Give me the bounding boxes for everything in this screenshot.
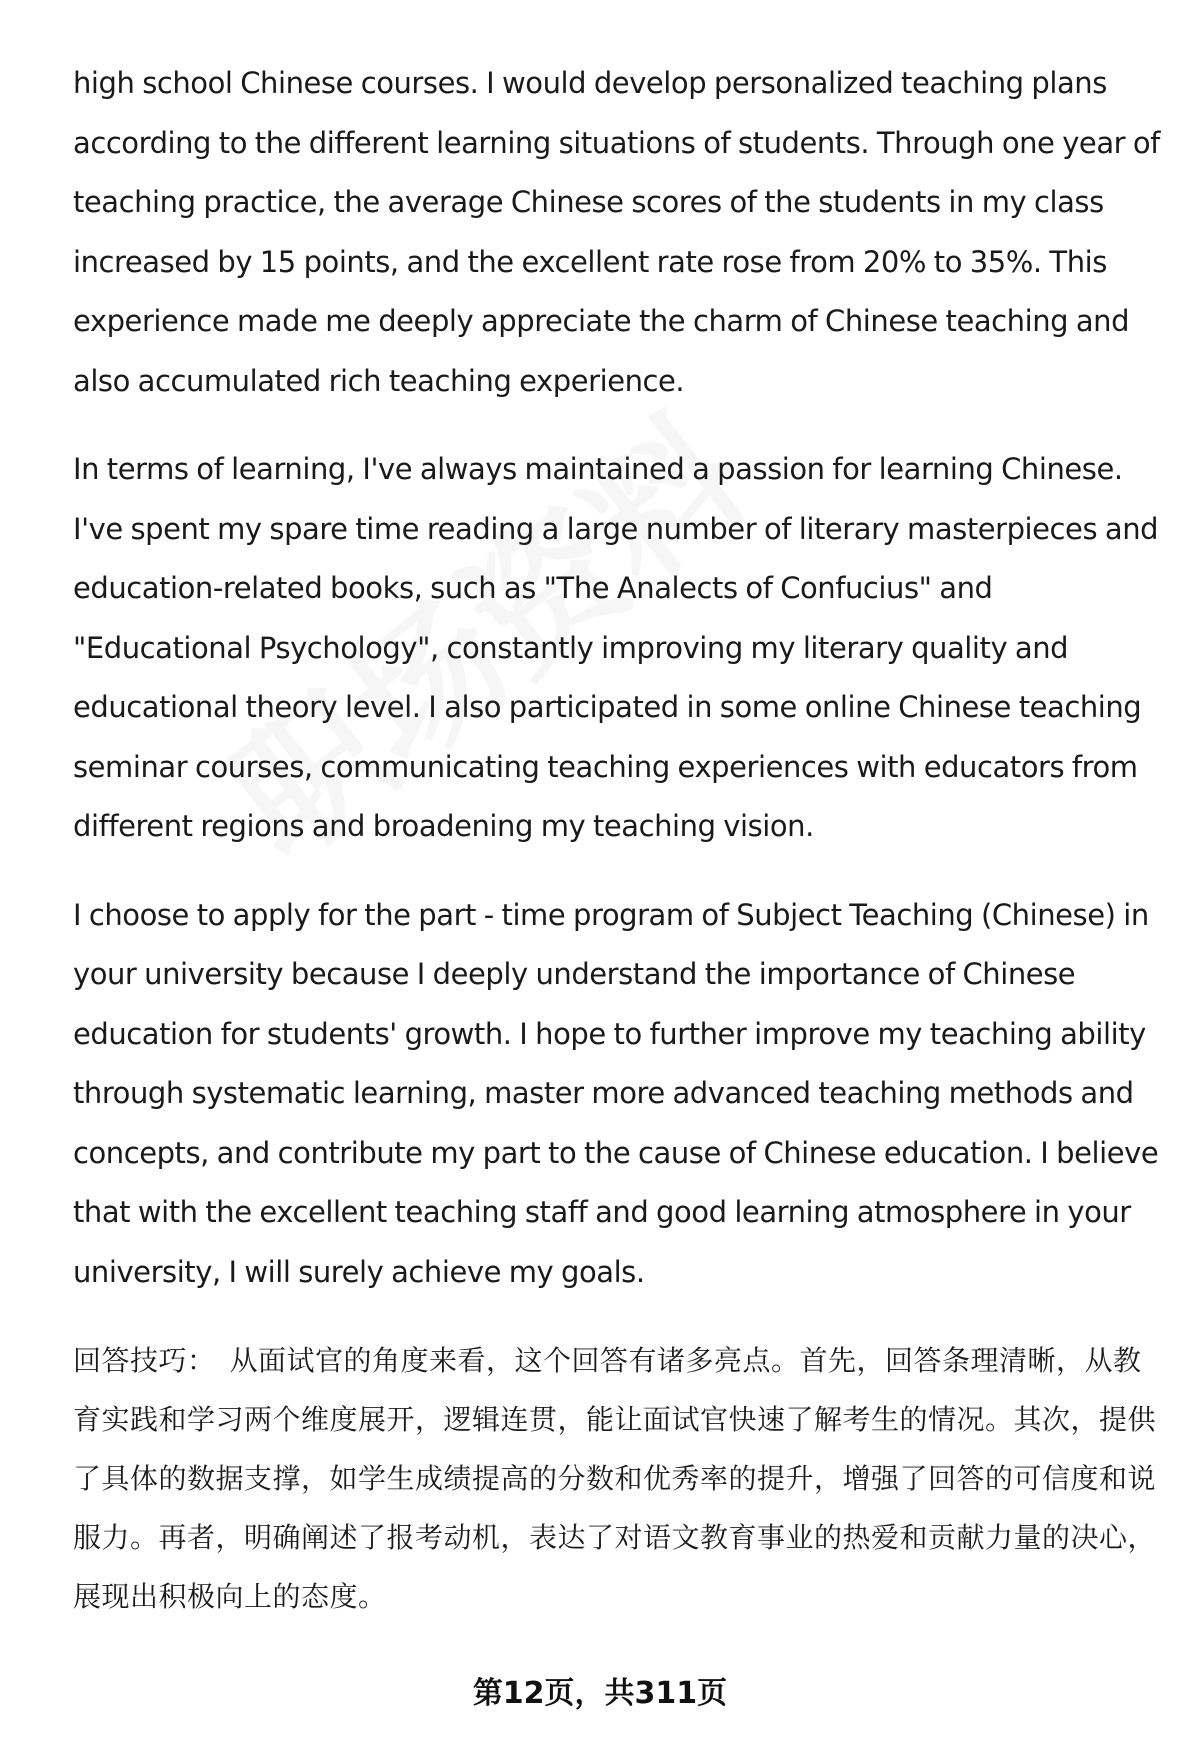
document-body bbox=[73, 54, 1163, 1626]
answer-tips bbox=[73, 1331, 1163, 1626]
paragraph-learning: In terms of learning, I've always maintained a passion for learning Chinese. I've spent my spare time reading a large number of literary masterpieces and education-related books, such as "The Analects of Confucius" and "Educational Psychology", constantly improving my literary quality and educational theory level. I also participated in some online Chinese teaching seminar courses, communicating teaching experiences with educators from different regions and broadening my teaching vision. bbox=[73, 452, 1159, 843]
paragraph-teaching-practice: high school Chinese courses. I would develop personalized teaching plans according to the different learning situations of students. Through one year of teaching practice, the average Chinese scores of the students in my class increased by 15 points, and the excellent rate rose from 20% to 35%. This experience made me deeply appreciate the charm of Chinese teaching and also accumulated rich teaching experience. bbox=[73, 66, 1160, 398]
answer-tips-label: 回答技巧： bbox=[73, 1344, 216, 1377]
answer-tips-text: 从面试官的角度来看，这个回答有诸多亮点。首先，回答条理清晰，从教育实践和学习两个维度展开，逻辑连贯，能让面试官快速了解考生的情况。其次，提供了具体的数据支撑，如学生成绩提高的分数和优秀率的提升，增强了回答的可信度和说服力。再者，明确阐述了报考动机，表达了对语文教育事业的热爱和贡献力量的决心，展现出积极向上的态度。 bbox=[73, 1344, 1157, 1613]
paragraph-motivation: I choose to apply for the part - time program of Subject Teaching (Chinese) in your university because I deeply understand the importance of Chinese education for students' growth. I hope to further improve my teaching ability through systematic learning, master more advanced teaching methods and concepts, and contribute my part to the cause of Chinese education. I believe that with the excellent teaching staff and good learning atmosphere in your university, I will surely achieve my goals. bbox=[73, 897, 1159, 1289]
page-number: 第12页，共311页 bbox=[472, 1676, 728, 1711]
